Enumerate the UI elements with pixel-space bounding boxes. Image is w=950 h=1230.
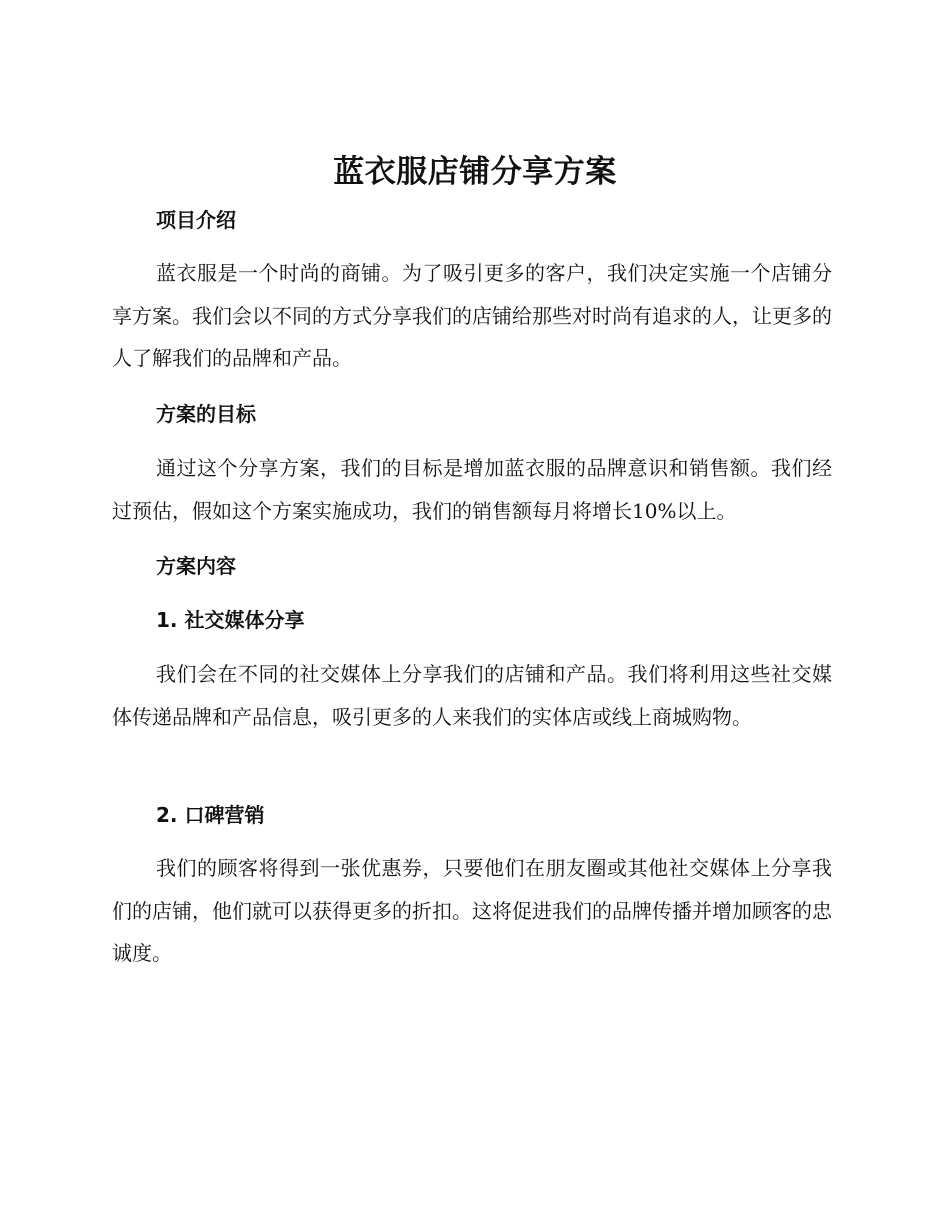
section-heading-word-of-mouth: 2. 口碑营销 — [156, 803, 265, 827]
section-body-social-media: 我们会在不同的社交媒体上分享我们的店铺和产品。我们将利用这些社交媒体传递品牌和产品信息，吸引更多的人来我们的实体店或线上商城购物。 — [112, 662, 832, 729]
section-heading-content: 方案内容 — [156, 554, 236, 578]
section-heading-project-intro: 项目介绍 — [156, 208, 236, 232]
section-heading-goals: 方案的目标 — [156, 402, 256, 426]
document-title: 蓝衣服店铺分享方案 — [333, 154, 617, 190]
section-body-word-of-mouth: 我们的顾客将得到一张优惠券，只要他们在朋友圈或其他社交媒体上分享我们的店铺，他们就可以获得更多的折扣。这将促进我们的品牌传播并增加顾客的忠诚度。 — [112, 856, 832, 965]
section-body-project-intro: 蓝衣服是一个时尚的商铺。为了吸引更多的客户，我们决定实施一个店铺分享方案。我们会以不同的方式分享我们的店铺给那些对时尚有追求的人，让更多的人了解我们的品牌和产品。 — [112, 261, 832, 370]
section-heading-social-media: 1. 社交媒体分享 — [156, 608, 305, 632]
section-body-goals: 通过这个分享方案，我们的目标是增加蓝衣服的品牌意识和销售额。我们经过预估，假如这个方案实施成功，我们的销售额每月将增长10%以上。 — [112, 456, 832, 523]
